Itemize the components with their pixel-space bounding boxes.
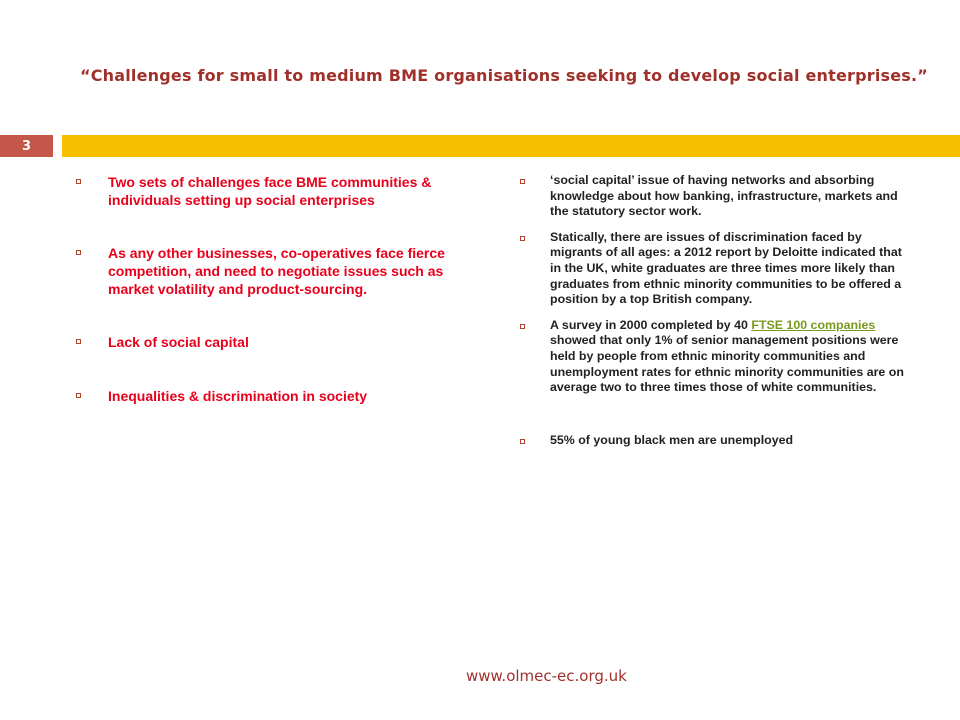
square-bullet-icon	[520, 179, 525, 184]
square-bullet-icon	[76, 393, 81, 398]
square-bullet-icon	[76, 339, 81, 344]
bullet-text: Statically, there are issues of discrimination faced by migrants of all ages: a 2012 report by Deloitte indicated that in the UK, white graduates are three times more likely than graduates from ethnic minority communities to be offered a position by a top British company.	[550, 229, 902, 307]
square-bullet-icon	[76, 179, 81, 184]
square-bullet-icon	[520, 439, 525, 444]
bullet-text: ‘social capital’ issue of having networks and absorbing knowledge about how banking, infrastructure, markets and the statutory sector work.	[550, 173, 898, 219]
left-bullet-item	[76, 387, 471, 405]
bullet-text: As any other businesses, co-operatives face fierce competition, and need to negotiate issues such as market volatility and product-sourcing.	[108, 245, 445, 297]
left-bullet-item	[76, 244, 471, 298]
right-bullet-item	[518, 230, 910, 308]
bullet-text: Lack of social capital	[108, 334, 249, 350]
square-bullet-icon	[76, 250, 81, 255]
left-bullet-item	[76, 173, 471, 209]
slide-number: 3	[21, 138, 32, 154]
square-bullet-icon	[520, 236, 525, 241]
left-column	[76, 173, 471, 405]
bullet-text-prefix: A survey in 2000 completed by 40	[550, 317, 752, 332]
bullet-text: 55% of young black men are unemployed	[550, 432, 794, 447]
right-bullet-item	[518, 318, 910, 396]
bullet-text: Inequalities & discrimination in society	[108, 388, 368, 404]
bullet-text: Two sets of challenges face BME communities & individuals setting up social enterprises	[108, 174, 432, 208]
square-bullet-icon	[520, 324, 525, 329]
slide-title: “Challenges for small to medium BME organisations seeking to develop social enterprises.”	[80, 66, 929, 85]
right-bullet-item	[518, 433, 910, 449]
ftse-100-link[interactable]: FTSE 100 companies	[751, 317, 876, 332]
footer-url: www.olmec-ec.org.uk	[466, 667, 627, 685]
right-bullet-item	[518, 173, 910, 220]
bullet-text-suffix: showed that only 1% of senior management positions were held by people from ethnic minority communities and unemployment rates for ethnic minority communities are on average two to three times those of white communities.	[550, 333, 904, 395]
right-column	[518, 173, 910, 448]
left-bullet-item	[76, 333, 471, 351]
header-bar	[62, 135, 960, 157]
